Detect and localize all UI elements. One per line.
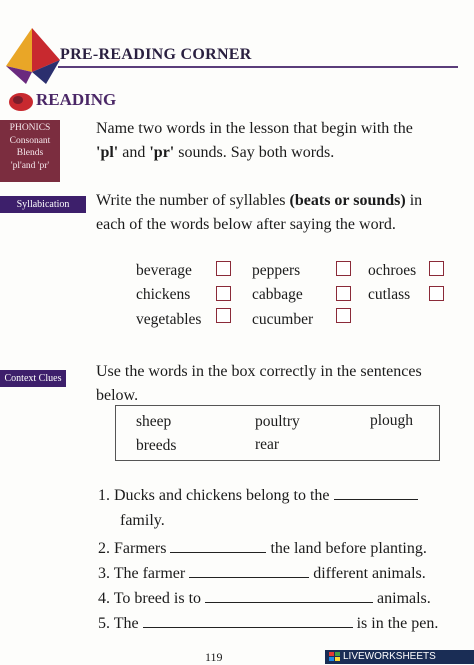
- sentence-1: [98, 485, 418, 505]
- phonics-line: PHONICS: [9, 123, 51, 133]
- question-1: [96, 117, 466, 165]
- answer-blank[interactable]: [334, 485, 418, 500]
- q1-rest: sounds. Say both words.: [174, 144, 335, 161]
- sentence-text: 2. Farmers: [98, 540, 171, 557]
- sentence-text: different animals.: [309, 565, 426, 582]
- syllable-word: vegetables: [136, 311, 202, 328]
- question-2: [96, 189, 466, 237]
- liveworksheets-logo-icon: [329, 652, 341, 662]
- reading-bullet-icon: [8, 92, 34, 112]
- box-word: breeds: [136, 437, 177, 454]
- box-word: plough: [370, 412, 414, 429]
- sentence-5: [98, 613, 438, 633]
- syllable-word: cucumber: [252, 311, 314, 328]
- phonics-line: Consonant: [9, 135, 51, 146]
- syllable-checkbox[interactable]: [216, 308, 231, 323]
- header-title: PRE-READING CORNER: [60, 46, 252, 63]
- box-word: sheep: [136, 413, 172, 430]
- answer-blank[interactable]: [189, 563, 309, 578]
- q1-pr: 'pr': [149, 144, 175, 161]
- syllable-word: cabbage: [252, 286, 303, 303]
- syllable-word: cutlass: [368, 286, 411, 303]
- syllable-word: peppers: [252, 262, 301, 279]
- box-word: poultry: [255, 413, 300, 430]
- corner-logo-icon: [2, 26, 62, 86]
- syllable-checkbox[interactable]: [216, 261, 231, 276]
- q1-and: and: [118, 144, 150, 161]
- context-clues-label: Context Clues: [0, 370, 66, 387]
- q1-line1: Name two words in the lesson that begin with the: [96, 120, 413, 137]
- header-rule: [58, 66, 458, 68]
- q2-line1-end: in: [405, 192, 423, 209]
- q3-line1: Use the words in the box correctly in the sentences: [96, 363, 422, 380]
- sentence-text: the land before planting.: [266, 540, 427, 557]
- sentence-1-cont: family.: [120, 512, 165, 529]
- syllable-checkbox[interactable]: [336, 261, 351, 276]
- syllable-word: chickens: [136, 286, 191, 303]
- answer-blank[interactable]: [205, 588, 373, 603]
- q1-pl: 'pl': [96, 144, 119, 161]
- q2-line1: [96, 189, 466, 213]
- q2-bold: (beats or sounds): [289, 192, 406, 209]
- question-3: [96, 360, 466, 408]
- syllable-checkbox[interactable]: [216, 286, 231, 301]
- syllable-word: ochroes: [368, 262, 417, 279]
- sentence-text: 4. To breed is to: [98, 590, 206, 607]
- q2-line2: each of the words below after saying the word.: [96, 216, 396, 233]
- sentence-text: 1. Ducks and chickens belong to the: [98, 487, 334, 504]
- sentence-2: [98, 538, 427, 558]
- page-number: 119: [205, 650, 223, 664]
- phonics-line: Blends: [16, 148, 44, 158]
- sentence-3: [98, 563, 426, 583]
- sentence-text: animals.: [373, 590, 431, 607]
- syllable-checkbox[interactable]: [429, 286, 444, 301]
- sentence-4: [98, 588, 431, 608]
- phonics-label: [0, 120, 60, 182]
- syllabication-label: Syllabication: [0, 196, 86, 213]
- sentence-text: 5. The: [98, 615, 143, 632]
- phonics-line: 'pl'and 'pr': [10, 160, 50, 171]
- liveworksheets-badge[interactable]: LIVEWORKSHEETS: [325, 650, 474, 664]
- q2-line1-start: Write the number of syllables: [96, 192, 290, 209]
- syllable-checkbox[interactable]: [336, 308, 351, 323]
- box-word: rear: [255, 436, 280, 453]
- q3-line2: below.: [96, 387, 139, 404]
- section-title: READING: [36, 90, 117, 109]
- answer-blank[interactable]: [170, 538, 266, 553]
- syllable-checkbox[interactable]: [429, 261, 444, 276]
- sentence-text: 3. The farmer: [98, 565, 190, 582]
- syllable-word: beverage: [136, 262, 192, 279]
- syllable-checkbox[interactable]: [336, 286, 351, 301]
- sentence-text: is in the pen.: [352, 615, 439, 632]
- q1-line2: [96, 141, 466, 165]
- answer-blank[interactable]: [143, 613, 353, 628]
